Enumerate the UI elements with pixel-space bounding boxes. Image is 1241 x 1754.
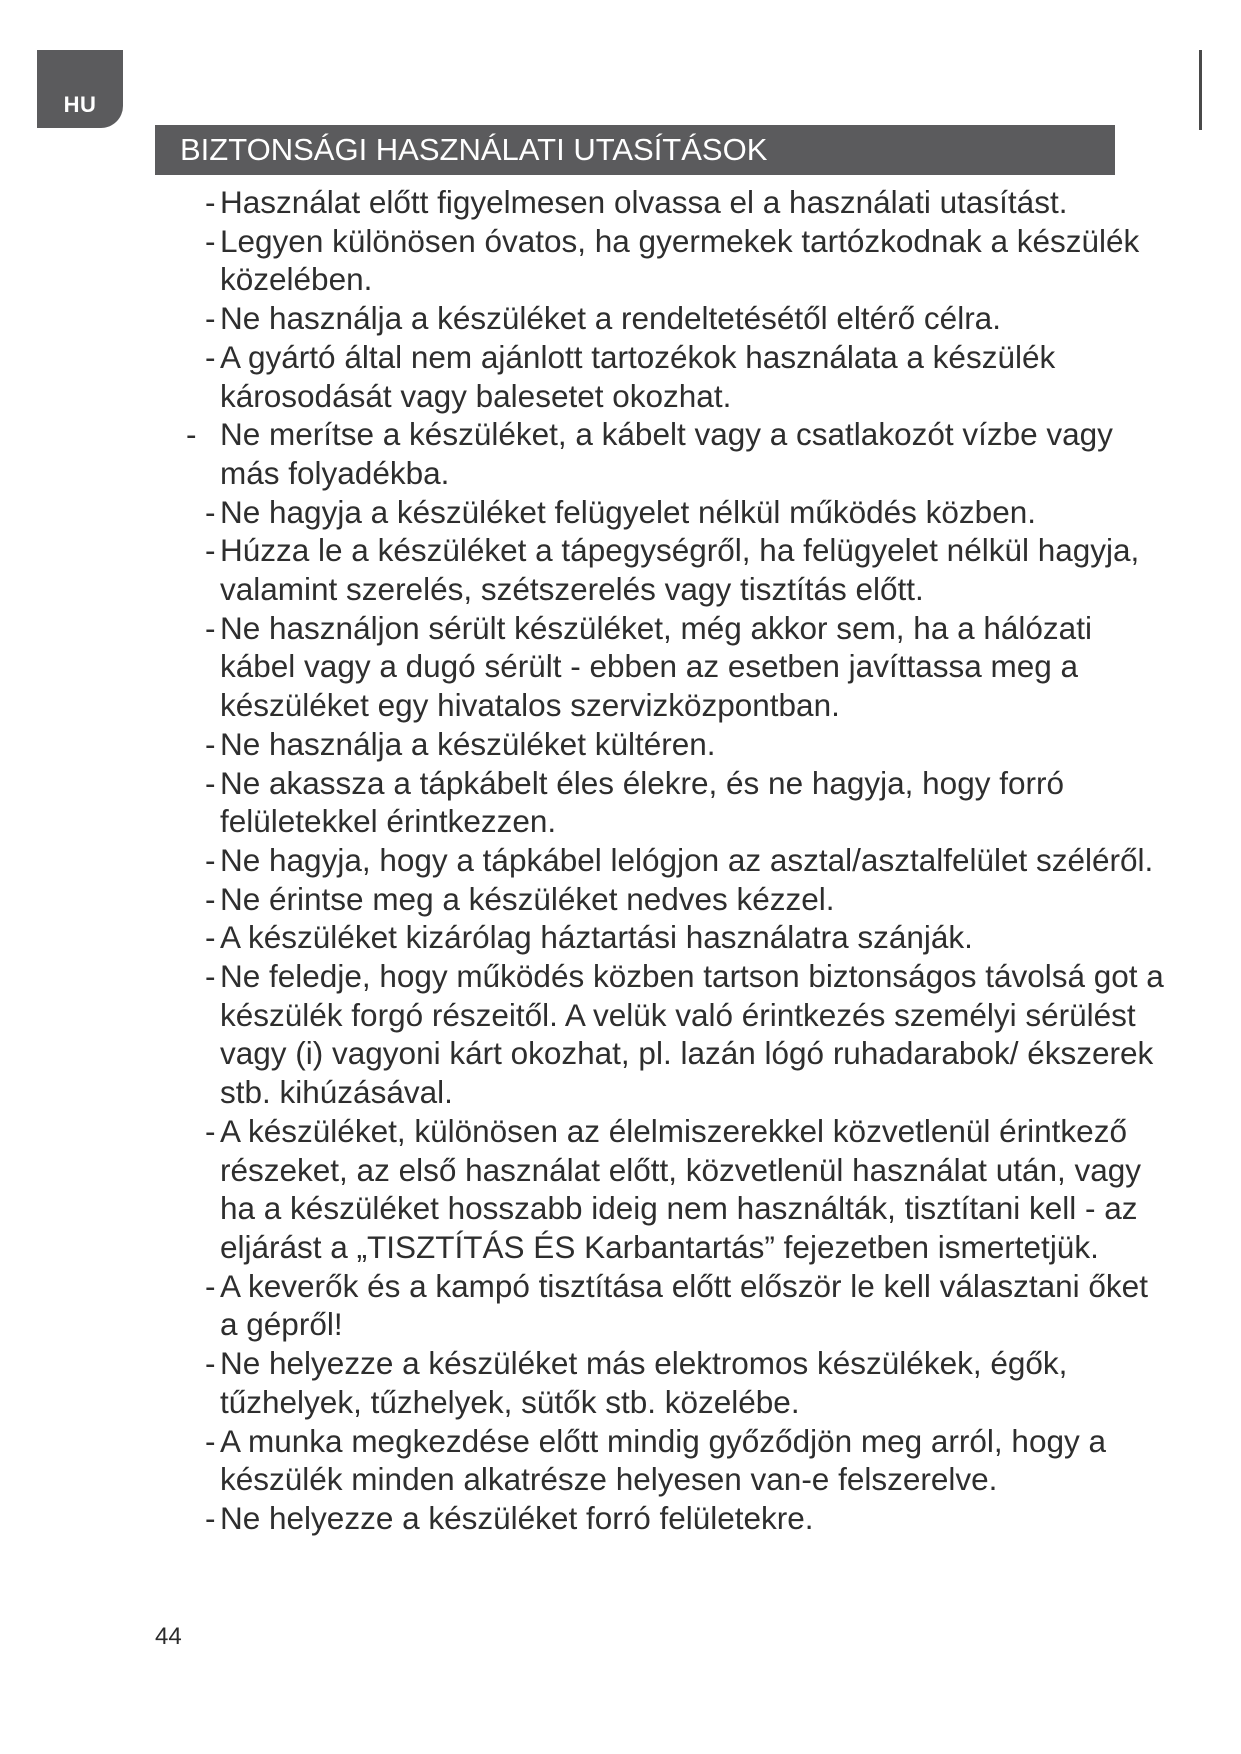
bullet-dash: - <box>205 919 216 956</box>
list-item <box>205 609 1165 725</box>
bullet-dash: - <box>205 222 216 259</box>
list-item-text: Ne hagyja, hogy a tápkábel lelógjon az asztal/asztalfelület széléről. <box>220 841 1154 878</box>
list-item-text: Ne hagyja a készüléket felügyelet nélkül működés közben. <box>220 493 1036 530</box>
list-item <box>205 764 1165 841</box>
list-item <box>205 1499 1165 1538</box>
list-item-text: Ne helyezze a készüléket forró felületekre. <box>220 1499 814 1536</box>
list-item <box>205 957 1165 1112</box>
bullet-dash: - <box>205 338 216 375</box>
list-item <box>205 531 1165 608</box>
list-item-text: Ne merítse a készüléket, a kábelt vagy a csatlakozót vízbe vagy más folyadékba. <box>220 416 1113 491</box>
list-item <box>205 183 1165 222</box>
list-item-text: Ne érintse meg a készüléket nedves kézzel. <box>220 880 835 917</box>
list-item-text: Ne használja a készüléket kültéren. <box>220 725 716 762</box>
list-item-text: Húzza le a készüléket a tápegységről, ha felügyelet nélkül hagyja, valamint szerelés, szétszerelés vagy tisztítás előtt. <box>220 532 1140 608</box>
language-tab: HU <box>37 50 123 128</box>
list-item-text: Ne használjon sérült készüléket, még akkor sem, ha a hálózati kábel vagy a dugó sérült - ebben az esetben javíttassa meg a készüléket egy hivatalos szervizközpontban. <box>220 609 1092 724</box>
bullet-dash: - <box>205 493 216 530</box>
bullet-dash: - <box>205 300 216 337</box>
list-item <box>205 1422 1165 1499</box>
list-item <box>205 222 1165 299</box>
bullet-dash: - <box>205 958 216 995</box>
list-item-text: A gyártó által nem ajánlott tartozékok használata a készülék károsodását vagy balesetet okozhat. <box>220 338 1056 414</box>
bullet-dash: - <box>205 764 216 801</box>
bullet-dash: - <box>205 1345 216 1382</box>
list-item <box>205 841 1165 880</box>
bullet-dash: - <box>205 1267 216 1304</box>
list-item <box>205 1267 1165 1344</box>
page-number: 44 <box>155 1623 182 1650</box>
list-item-text: Ne használja a készüléket a rendeltetésétől eltérő célra. <box>220 300 1001 337</box>
list-item-text: Használat előtt figyelmesen olvassa el a használati utasítást. <box>220 184 1068 220</box>
list-item-text: A készüléket, különösen az élelmiszerekkel közvetlenül érintkező részeket, az első használat előtt, közvetlenül használat után, vagy ha a készüléket hosszabb ideig nem használták, tisztítani kell - az eljárást a „TISZTÍTÁS ÉS Karbantartás” fejezetben ismertetjük. <box>220 1112 1142 1265</box>
section-header: BIZTONSÁGI HASZNÁLATI UTASÍTÁSOK <box>155 125 1115 175</box>
list-item <box>205 725 1165 764</box>
bullet-dash: - <box>205 1499 216 1536</box>
bullet-dash: - <box>186 416 197 453</box>
list-item <box>186 415 1165 492</box>
margin-rule <box>1199 50 1202 130</box>
list-item-text: Ne feledje, hogy működés közben tartson biztonságos távolsá got a készülék forgó részeitől. A velük való érintkezés személyi sérülést vagy (i) vagyoni kárt okozhat, pl. lazán lógó ruhadarabok/ ékszerek stb. kihúzásával. <box>220 958 1164 1111</box>
bullet-dash: - <box>205 1422 216 1459</box>
bullet-dash: - <box>205 725 216 762</box>
list-item-text: A készüléket kizárólag háztartási használatra szánják. <box>220 919 973 956</box>
bullet-dash: - <box>205 880 216 917</box>
list-item-text: A keverők és a kampó tisztítása előtt először le kell választani őket a gépről! <box>220 1267 1148 1343</box>
list-item-text: A munka megkezdése előtt mindig győződjön meg arról, hogy a készülék minden alkatrésze helyesen van-e felszerelve. <box>220 1422 1106 1498</box>
safety-instructions-list <box>186 183 1165 1538</box>
list-item <box>205 1112 1165 1267</box>
list-item <box>205 493 1165 532</box>
list-item-text: Ne helyezze a készüléket más elektromos készülékek, égők, tűzhelyek, tűzhelyek, sütők stb. közelébe. <box>220 1345 1068 1420</box>
bullet-dash: - <box>205 1112 216 1149</box>
list-item <box>205 880 1165 919</box>
list-item <box>205 299 1165 338</box>
bullet-dash: - <box>205 532 216 569</box>
list-item <box>205 1344 1165 1421</box>
bullet-dash: - <box>205 841 216 878</box>
bullet-dash: - <box>205 184 216 220</box>
bullet-dash: - <box>205 609 216 646</box>
list-item-text: Legyen különösen óvatos, ha gyermekek tartózkodnak a készülék közelében. <box>220 222 1140 298</box>
list-item <box>205 918 1165 957</box>
list-item-text: Ne akassza a tápkábelt éles élekre, és ne hagyja, hogy forró felületekkel érintkezzen. <box>220 764 1064 840</box>
list-item <box>205 338 1165 415</box>
